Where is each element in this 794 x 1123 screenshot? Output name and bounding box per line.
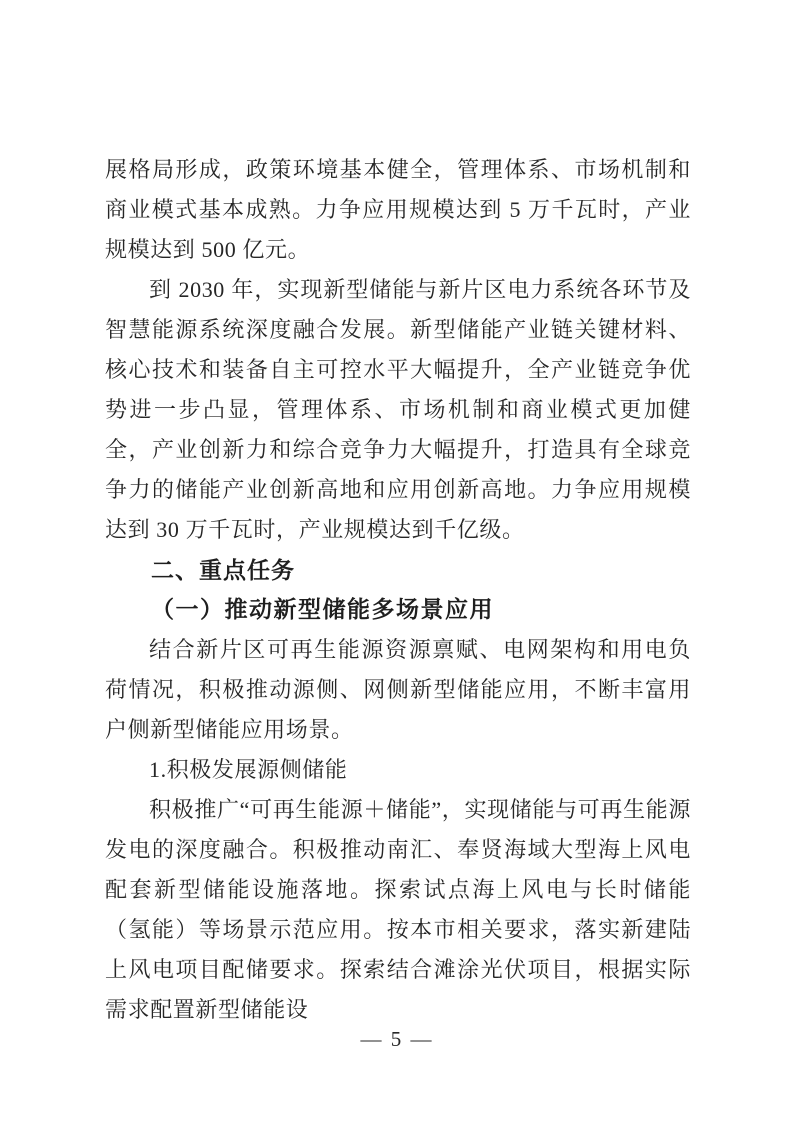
paragraph-goal-2025-continuation: 展格局形成，政策环境基本健全，管理体系、市场机制和商业模式基本成熟。力争应用规模达到 5 万千瓦时，产业规模达到 500 亿元。 — [105, 157, 691, 262]
document-body — [105, 150, 691, 1030]
page-number: — 5 — — [360, 1027, 434, 1051]
subsection-heading-multi-scenario: （一）推动新型储能多场景应用 — [151, 597, 494, 622]
section-heading-key-tasks: 二、重点任务 — [151, 557, 295, 583]
numbered-item-source-side-storage-title: 1.积极发展源侧储能 — [149, 757, 348, 782]
paragraph-scene-overview: 结合新片区可再生能源资源禀赋、电网架构和用电负荷情况，积极推动源侧、网侧新型储能应用，不断丰富用户侧新型储能应用场景。 — [105, 637, 691, 742]
paragraph-source-side-storage-body: 积极推广“可再生能源＋储能”，实现储能与可再生能源发电的深度融合。积极推动南汇、奉贤海域大型海上风电配套新型储能设施落地。探索试点海上风电与长时储能（氢能）等场景示范应用。按本市相关要求，落实新建陆上风电项目配储要求。探索结合滩涂光伏项目，根据实际需求配置新型储能设 — [105, 797, 691, 1022]
paragraph-goal-2030: 到 2030 年，实现新型储能与新片区电力系统各环节及智慧能源系统深度融合发展。新型储能产业链关键材料、核心技术和装备自主可控水平大幅提升，全产业链竞争优势进一步凸显，管理体系、市场机制和商业模式更加健全，产业创新力和综合竞争力大幅提升，打造具有全球竞争力的储能产业创新高地和应用创新高地。力争应用规模达到 30 万千瓦时，产业规模达到千亿级。 — [105, 277, 691, 542]
